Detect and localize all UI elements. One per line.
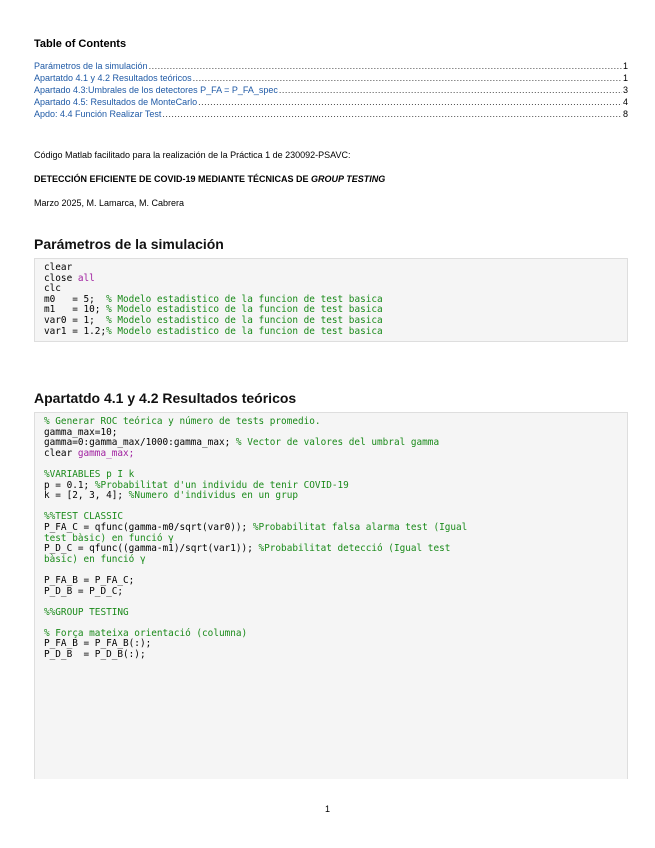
code-text: P_FA_C = qfunc(gamma-m0/sqrt(var0));: [44, 521, 253, 533]
code-comment: bàsic) en funció γ: [44, 553, 146, 565]
document-heading-emphasis: GROUP TESTING: [311, 174, 386, 184]
document-heading: [34, 174, 385, 184]
code-text: var0 = 1;: [44, 314, 107, 326]
toc-leader-dots: [149, 60, 622, 72]
code-comment: %Probabilitat falsa alarma test (Igual: [252, 521, 468, 533]
code-text: close: [44, 272, 78, 284]
code-comment: % Modelo estadistico de la funcion de test basica: [106, 314, 383, 326]
toc-page-number: 1: [622, 73, 628, 83]
section-title-resultados: Apartatdo 4.1 y 4.2 Resultados teóricos: [34, 390, 297, 406]
code-text: clc: [44, 283, 61, 295]
code-comment: % Generar ROC teórica y número de tests promedio.: [44, 416, 321, 427]
code-text: clear: [44, 447, 78, 459]
code-line: [44, 650, 618, 661]
code-line: [44, 555, 618, 566]
code-line: [44, 417, 618, 428]
toc-entry[interactable]: [34, 96, 628, 108]
code-comment: %Probabilitat detecció (Igual test: [258, 543, 451, 555]
code-comment: test bàsic) en funció γ: [44, 532, 174, 544]
toc-entry-link[interactable]: Apartatdo 4.1 y 4.2 Resultados teóricos: [34, 73, 192, 83]
code-text: P_D_B = P_D_B(:);: [44, 649, 146, 661]
section-title-parametros: Parámetros de la simulación: [34, 236, 224, 252]
code-text: P_FA_B = P_FA_B(:);: [44, 638, 152, 650]
code-block-parametros: [34, 258, 628, 342]
toc-page-number: 8: [622, 109, 628, 119]
code-line: [44, 661, 618, 672]
code-comment: % Força mateixa orientació (columna): [44, 627, 248, 639]
toc-page-number: 3: [622, 85, 628, 95]
code-text: P_FA_B = P_FA_C;: [44, 574, 135, 586]
toc-entry-link[interactable]: Apartado 4.5: Resultados de MonteCarlo: [34, 97, 198, 107]
code-text: p = 0.1;: [44, 479, 95, 491]
code-line: [44, 608, 618, 619]
toc-entry-link[interactable]: Parámetros de la simulación: [34, 61, 148, 71]
code-text: clear: [44, 262, 73, 273]
code-comment: %%GROUP TESTING: [44, 606, 129, 618]
code-comment: %VARIABLES p I k: [44, 468, 135, 480]
code-text: k = [2, 3, 4];: [44, 490, 129, 502]
toc-entry[interactable]: [34, 84, 628, 96]
code-line: [44, 597, 618, 608]
code-line: [44, 263, 618, 274]
code-comment: % Modelo estadistico de la funcion de test basica: [106, 293, 383, 305]
toc-entry-link[interactable]: Apdo: 4.4 Función Realizar Test: [34, 109, 162, 119]
code-keyword: all: [77, 272, 95, 284]
toc-leader-dots: [193, 72, 622, 84]
code-text: m0 = 5;: [44, 293, 107, 305]
code-comment: % Modelo estadistico de la funcion de test basica: [106, 325, 383, 337]
toc-entry[interactable]: [34, 72, 628, 84]
code-comment: %%TEST CLASSIC: [44, 511, 124, 523]
toc-page-number: 4: [622, 97, 628, 107]
toc-leader-dots: [198, 96, 622, 108]
toc-leader-dots: [162, 108, 622, 120]
toc-page-number: 1: [622, 61, 628, 71]
code-line: [44, 587, 618, 598]
code-comment: %Probabilitat d'un individu de tenir COVID-19: [94, 479, 349, 491]
code-comment: % Vector de valores del umbral gamma: [235, 437, 440, 449]
code-text: P_D_C = qfunc((gamma-m1)/sqrt(var1));: [44, 543, 259, 555]
toc-entry[interactable]: [34, 108, 628, 120]
code-text: var1 = 1.2;: [44, 325, 107, 337]
code-line: [44, 576, 618, 587]
document-heading-main: DETECCIÓN EFICIENTE DE COVID-19 MEDIANTE TÉCNICAS DE: [34, 174, 312, 184]
table-of-contents: [34, 60, 628, 120]
page-number: 1: [324, 804, 330, 814]
toc-entry-link[interactable]: Apartado 4.3:Umbrales de los detectores P_FA = P_FA_spec: [34, 85, 278, 95]
toc-leader-dots: [279, 84, 622, 96]
code-text: gamma=0:gamma_max/1000:gamma_max;: [44, 437, 236, 449]
toc-title: Table of Contents: [34, 38, 127, 50]
code-text: gamma_max=10;: [44, 426, 118, 438]
code-line: [44, 274, 618, 285]
intro-line: Código Matlab facilitado para la realización de la Práctica 1 de 230092-PSAVC:: [34, 150, 351, 160]
code-line: [44, 327, 618, 338]
code-comment: %Numero d'individus en un grup: [128, 490, 298, 502]
code-text: m1 = 10;: [44, 304, 107, 316]
code-text: P_D_B = P_D_C;: [44, 585, 124, 597]
code-block-resultados: [34, 412, 628, 779]
code-line: [44, 449, 618, 460]
code-line: [44, 502, 618, 513]
code-line: [44, 491, 618, 502]
toc-entry[interactable]: [34, 60, 628, 72]
authors-line: Marzo 2025, M. Lamarca, M. Cabrera: [34, 198, 185, 208]
code-keyword: gamma_max;: [77, 447, 135, 459]
code-comment: % Modelo estadistico de la funcion de test basica: [106, 304, 383, 316]
